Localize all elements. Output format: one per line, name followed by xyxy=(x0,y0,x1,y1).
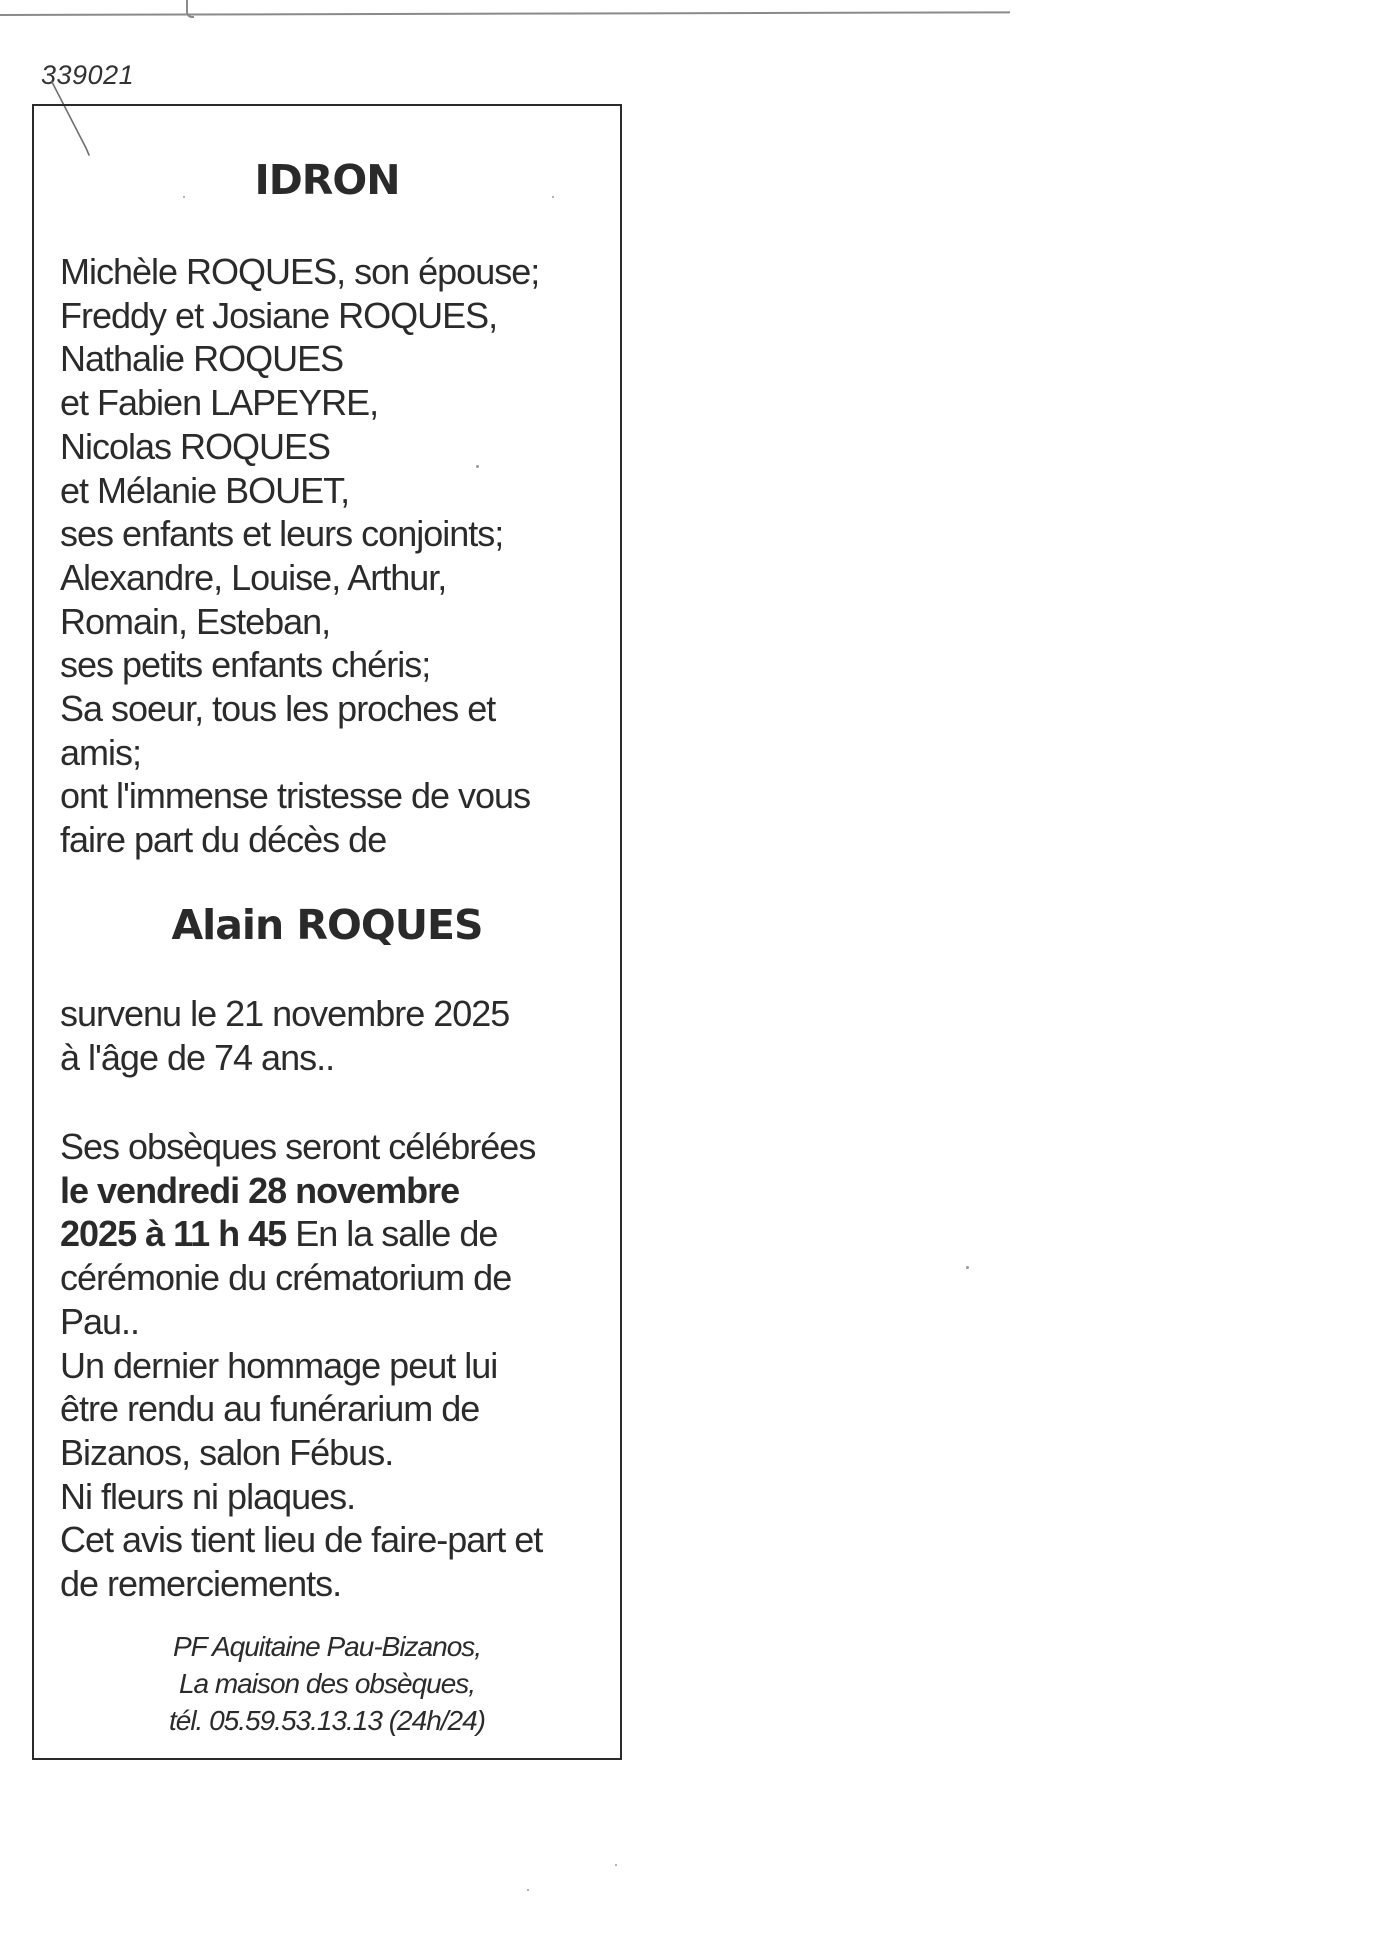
family-line: ses enfants et leurs conjoints; xyxy=(60,513,504,555)
family-line: Michèle ROQUES, son épouse; xyxy=(60,251,540,292)
family-line: et Mélanie BOUET, xyxy=(60,469,350,511)
scan-speck xyxy=(966,1266,969,1269)
funeral-line: Bizanos, salon Fébus. xyxy=(60,1431,394,1473)
funeral-line: Pau.. xyxy=(60,1300,140,1342)
family-line: amis; xyxy=(60,731,142,773)
funeral-details-text xyxy=(60,1125,612,1606)
family-line: Romain, Esteban, xyxy=(60,600,331,642)
death-info-text xyxy=(60,992,612,1079)
scan-speck xyxy=(527,1889,529,1891)
scan-top-edge-mark xyxy=(186,0,194,18)
family-line: Sa soeur, tous les proches et xyxy=(60,688,496,730)
family-line: ses petits enfants chéris; xyxy=(60,644,431,686)
funeral-line: Ses obsèques seront célébrées xyxy=(60,1126,536,1167)
funeral-home-phone: tél. 05.59.53.13.13 (24h/24) xyxy=(168,1705,486,1736)
scan-speck xyxy=(183,196,185,198)
scan-speck xyxy=(615,1864,617,1866)
family-line: Alexandre, Louise, Arthur, xyxy=(60,556,447,598)
scan-speck xyxy=(476,465,479,468)
death-info-line: survenu le 21 novembre 2025 xyxy=(60,993,510,1034)
scan-top-edge-line xyxy=(0,11,1010,16)
family-line: faire part du décès de xyxy=(60,819,387,861)
town-heading: IDRON xyxy=(254,156,400,204)
funeral-line: cérémonie du crématorium de xyxy=(60,1257,512,1299)
obituary-notice-frame xyxy=(32,104,622,1760)
reference-number: 339021 xyxy=(41,60,135,90)
funeral-location-start: En la salle de xyxy=(286,1213,498,1255)
family-line: et Fabien LAPEYRE, xyxy=(60,382,379,424)
funeral-line: être rendu au funérarium de xyxy=(60,1388,480,1430)
funeral-home-line: PF Aquitaine Pau-Bizanos, xyxy=(172,1631,482,1662)
funeral-line: Un dernier hommage peut lui xyxy=(60,1344,498,1386)
funeral-line: Ni fleurs ni plaques. xyxy=(60,1475,356,1517)
family-text xyxy=(60,250,612,862)
deceased-name: Alain ROQUES xyxy=(171,901,483,949)
funeral-line: de remerciements. xyxy=(60,1563,342,1605)
scan-speck xyxy=(552,196,554,198)
funeral-line: Cet avis tient lieu de faire-part et xyxy=(60,1519,543,1561)
funeral-date-line: le vendredi 28 novembre xyxy=(60,1169,460,1211)
family-line: ont l'immense tristesse de vous xyxy=(60,775,531,817)
funeral-home-line: La maison des obsèques, xyxy=(178,1668,476,1699)
death-info-line: à l'âge de 74 ans.. xyxy=(60,1036,335,1078)
funeral-time-line xyxy=(60,1212,612,1256)
family-line: Freddy et Josiane ROQUES, xyxy=(60,294,498,336)
funeral-home-signature xyxy=(34,1628,620,1739)
funeral-time: 2025 à 11 h 45 xyxy=(60,1213,287,1255)
family-line: Nicolas ROQUES xyxy=(60,425,331,467)
family-line: Nathalie ROQUES xyxy=(60,338,344,380)
